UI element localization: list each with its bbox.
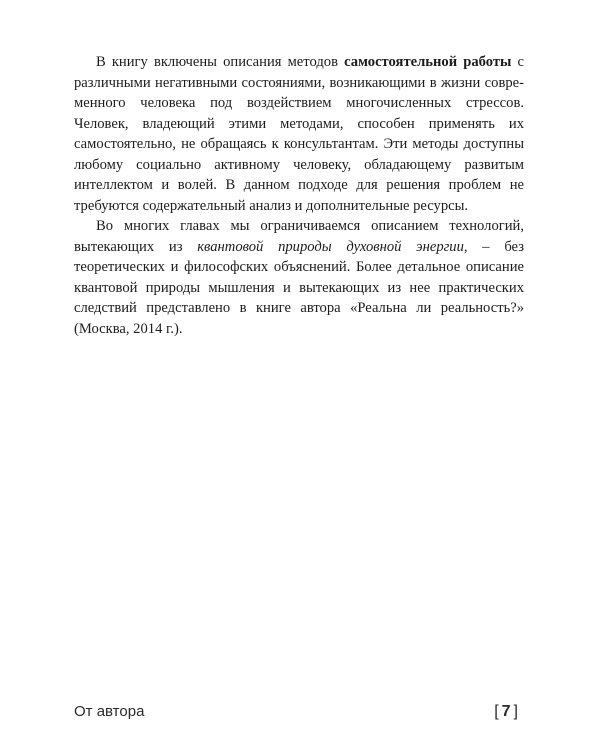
paragraph-2 [74, 216, 524, 339]
paragraph-2-segment-1: Во многих главах мы ограничиваемся описанием технологий, вытекающих из [74, 218, 524, 255]
paragraph-1 [74, 52, 524, 216]
paragraph-2-italic-term: квантовой природы духовной энергии [197, 238, 464, 255]
page-number-bracket-close: ] [513, 703, 518, 720]
running-footer-title: От автора [74, 703, 145, 720]
page-footer [74, 703, 518, 725]
page-number: 7 [501, 703, 511, 720]
paragraph-1-segment-3: с различными негативными состояниями, возникающими в жизни современного человека под воздействием многочисленных стрессов. Человек, владеющий этими методами, способен применять их самостоятельно, не обращаясь к консультантам. Эти методы доступны любому социально активному человеку, обладающему развитым интеллектом и волей. В данном подходе для решения проблем не требуются содержательный анализ и дополнительные ресурсы. [74, 54, 524, 214]
paragraph-1-bold-term: самостоятельной работы [344, 54, 512, 70]
paragraph-1-segment-1: В книгу включены описания методов [96, 54, 345, 70]
body-text [74, 52, 524, 339]
page-number-box [494, 703, 518, 721]
paragraph-2-segment-3: , – без теоретических и философских объяснений. Более детальное описание квантовой природы мышления и вытекающих из нее практических следствий представлено в книге автора «Реальна ли реальность?» (Москва, 2014 г.). [74, 238, 524, 337]
page-number-bracket-open: [ [494, 703, 499, 720]
